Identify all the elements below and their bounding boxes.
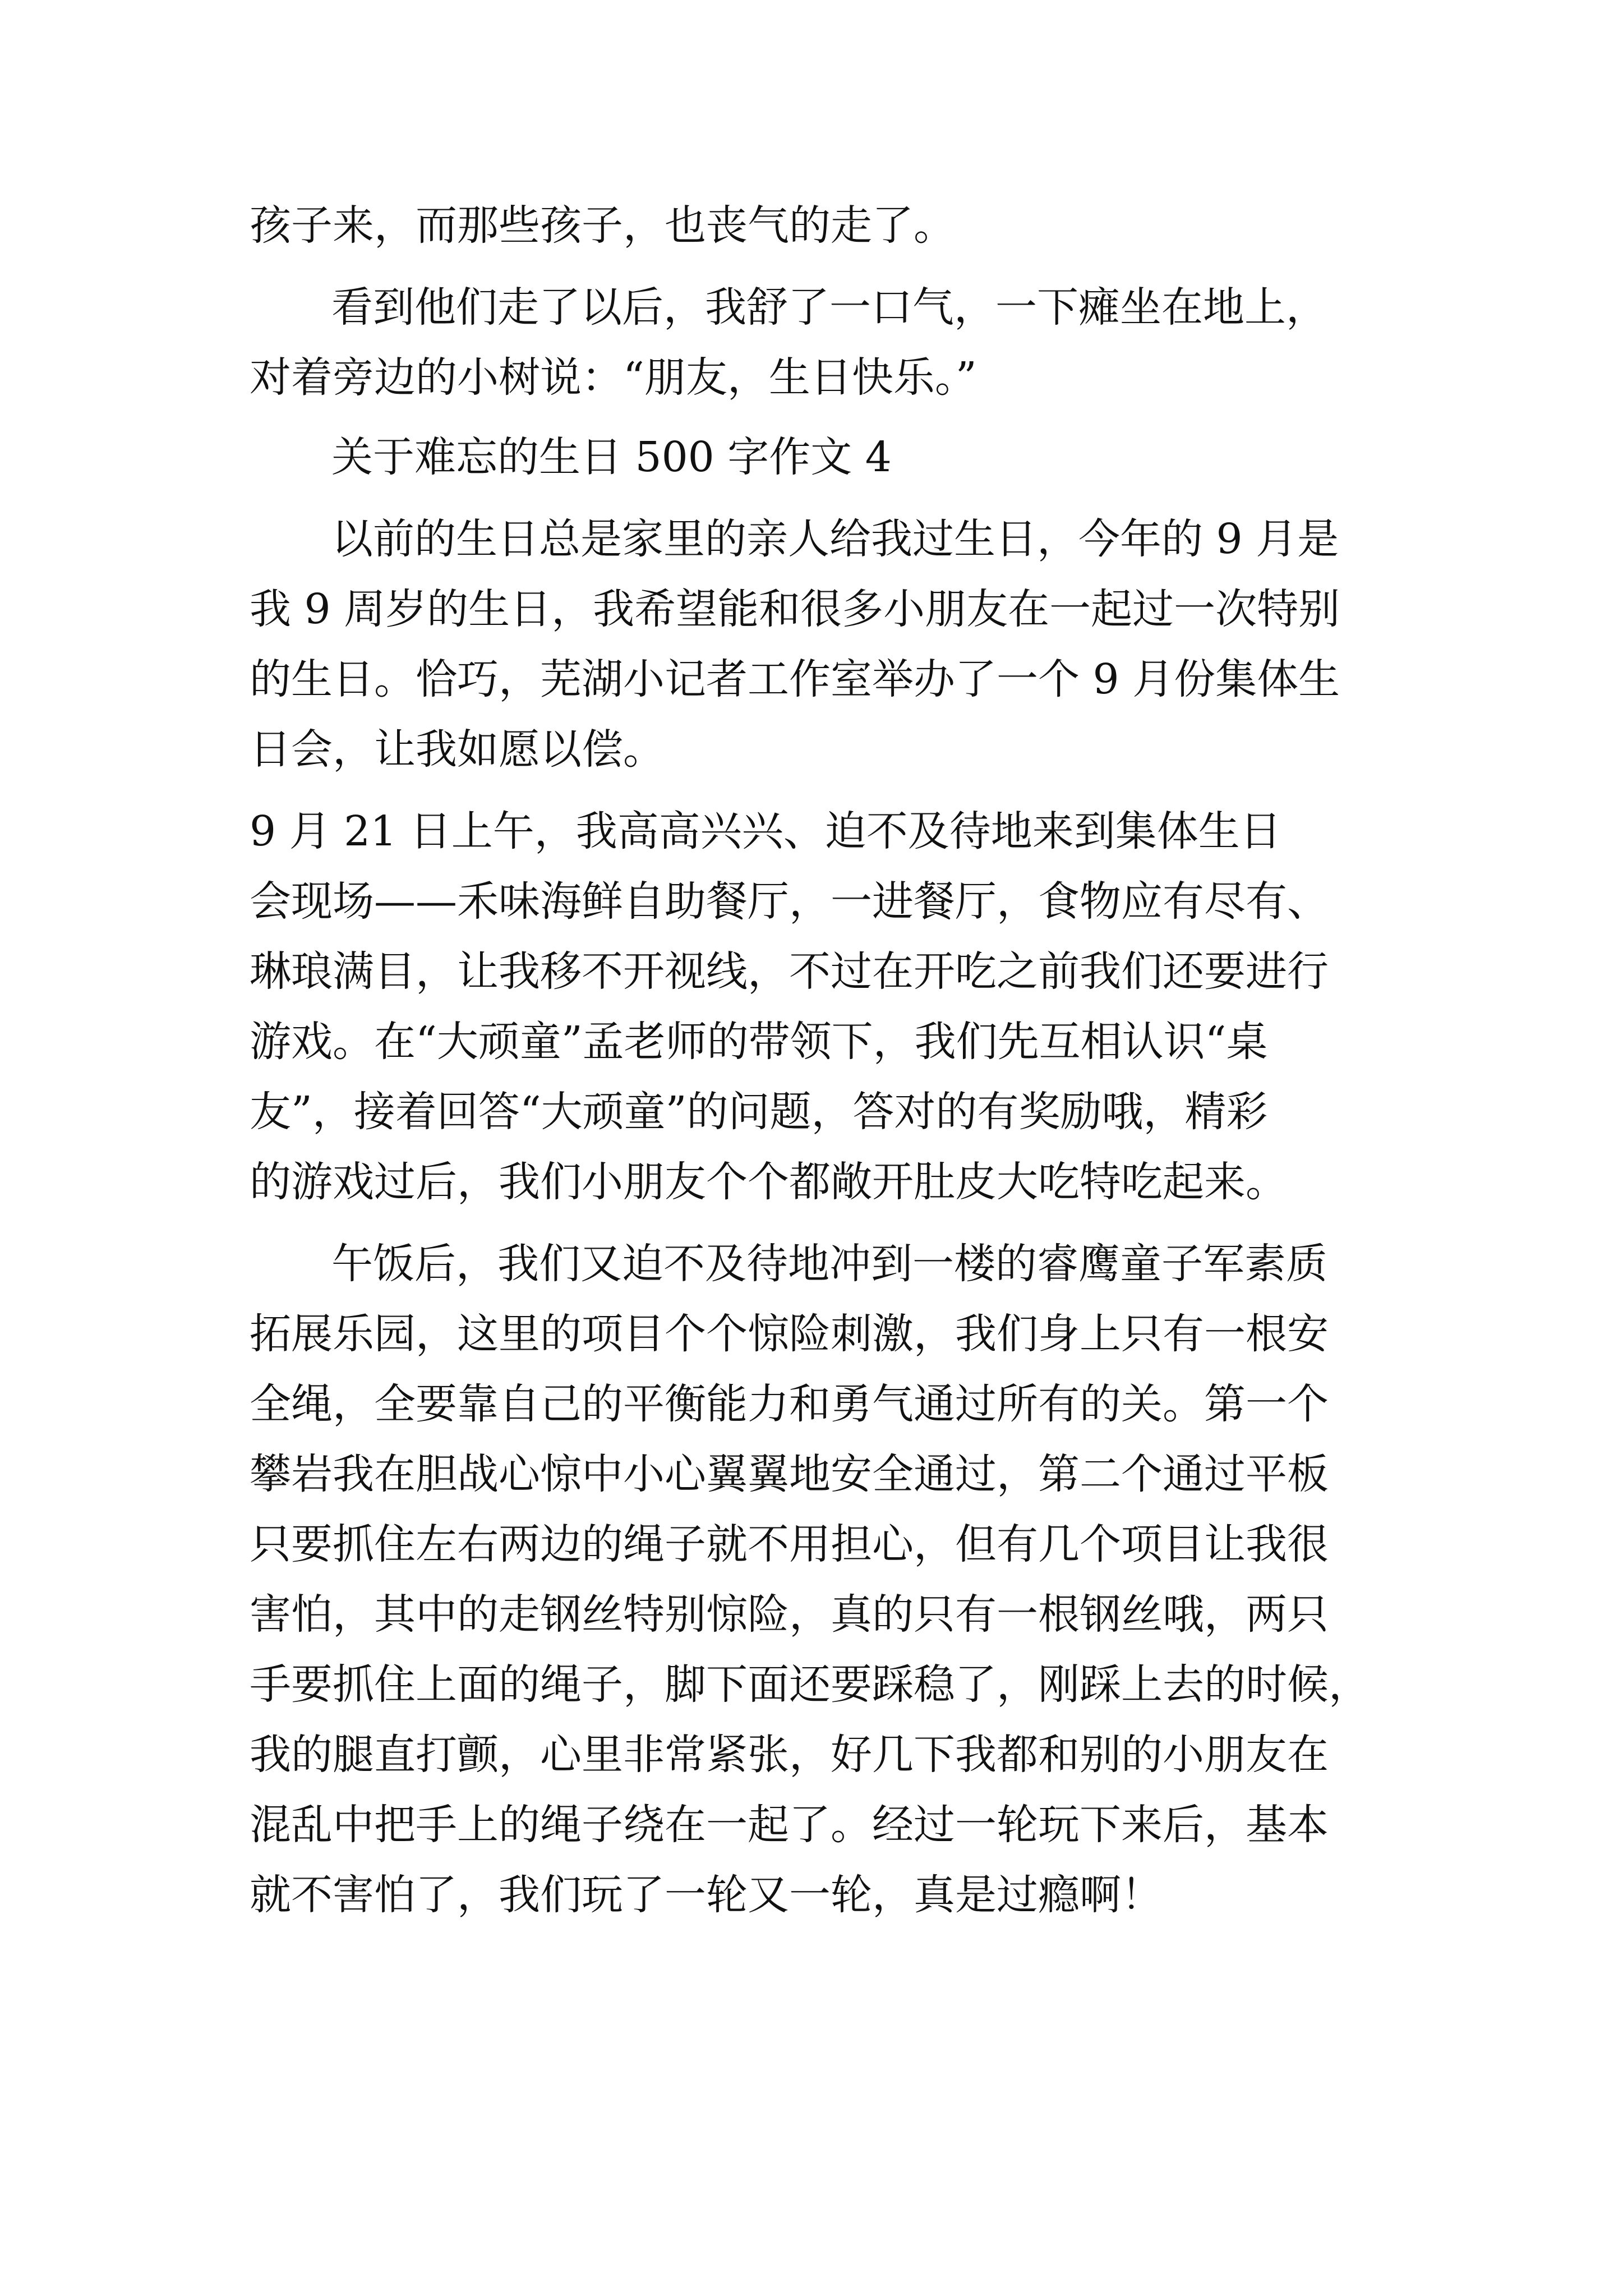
paragraph-line: 拓展乐园，这里的项目个个惊险刺激，我们身上只有一根安 [250, 1310, 1329, 1358]
paragraph-first-line: 9 月 21 日上午，我高高兴兴、迫不及待地来到集体生日 [250, 807, 1281, 855]
paragraph-line: 日会，让我如愿以偿。 [250, 725, 665, 774]
paragraph-line: 混乱中把手上的绳子绕在一起了。经过一轮玩下来后，基本 [250, 1801, 1329, 1849]
paragraph-line: 对着旁边的小树说：“朋友，生日快乐。” [250, 353, 977, 402]
paragraph-line: 就不害怕了，我们玩了一轮又一轮，真是过瘾啊！ [250, 1871, 1163, 1919]
paragraph-line: 的生日。恰巧，芜湖小记者工作室举办了一个 9 月份集体生 [250, 655, 1340, 703]
paragraph-line: 全绳，全要靠自己的平衡能力和勇气通过所有的关。第一个 [250, 1380, 1329, 1428]
paragraph-line: 手要抓住上面的绳子，脚下面还要踩稳了，刚踩上去的时候， [250, 1660, 1370, 1709]
paragraph-line: 攀岩我在胆战心惊中小心翼翼地安全通过，第二个通过平板 [250, 1450, 1329, 1498]
paragraph-first-line: 看到他们走了以后，我舒了一口气，一下瘫坐在地上， [331, 283, 1327, 332]
paragraph-first-line: 午饭后，我们又迫不及待地冲到一楼的睿鹰童子军素质 [331, 1240, 1327, 1288]
paragraph-first-line: 以前的生日总是家里的亲人给我过生日，今年的 9 月是 [331, 515, 1339, 563]
paragraph-line: 的游戏过后，我们小朋友个个都敞开肚皮大吃特吃起来。 [250, 1158, 1287, 1206]
paragraph-line: 琳琅满目，让我移不开视线，不过在开吃之前我们还要进行 [250, 947, 1329, 996]
paragraph-line: 孩子来，而那些孩子，也丧气的走了。 [250, 201, 955, 250]
paragraph-line: 游戏。在“大顽童”孟老师的带领下，我们先互相认识“桌 [250, 1018, 1268, 1066]
paragraph-line: 我 9 周岁的生日，我希望能和很多小朋友在一起过一次特别 [250, 585, 1340, 633]
paragraph-line: 只要抓住左右两边的绳子就不用担心，但有几个项目让我很 [250, 1520, 1329, 1568]
paragraph-line: 我的腿直打颤，心里非常紧张，好几下我都和别的小朋友在 [250, 1731, 1329, 1779]
paragraph-line: 害怕，其中的走钢丝特别惊险，真的只有一根钢丝哦，两只 [250, 1590, 1329, 1639]
paragraph-line: 会现场——禾味海鲜自助餐厅，一进餐厅，食物应有尽有、 [250, 877, 1329, 926]
section-heading: 关于难忘的生日 500 字作文 4 [331, 433, 892, 481]
paragraph-line: 友”，接着回答“大顽童”的问题，答对的有奖励哦，精彩 [250, 1088, 1268, 1136]
